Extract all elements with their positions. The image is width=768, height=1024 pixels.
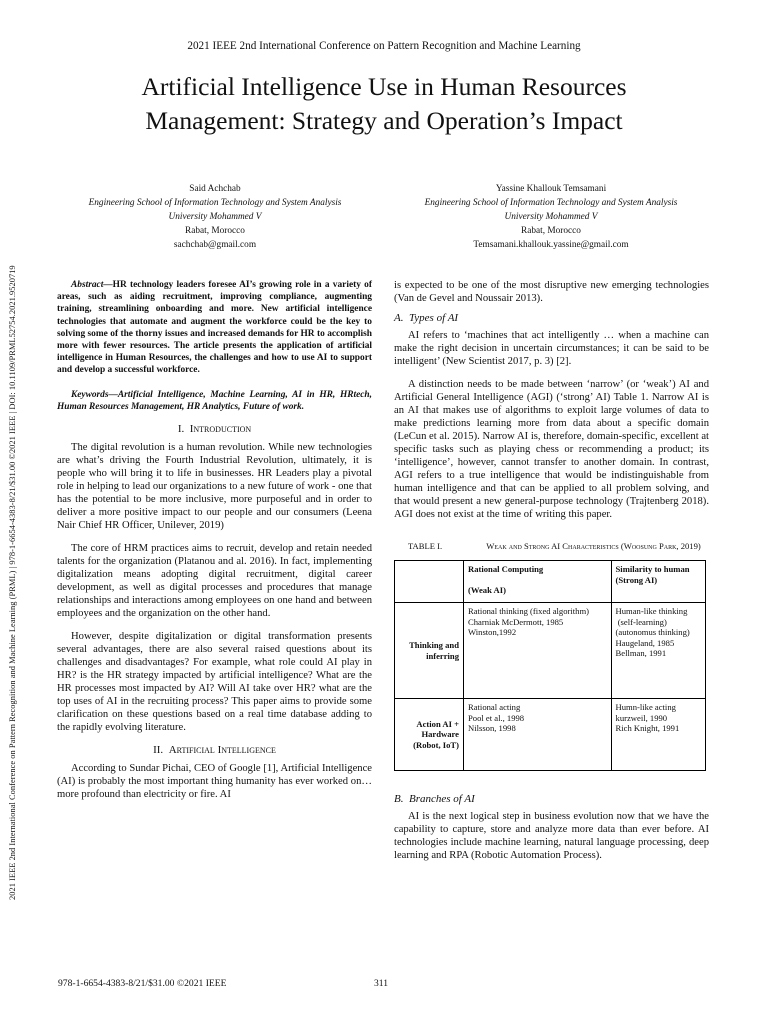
table-header-row [395,561,706,603]
paragraph: AI refers to ‘machines that act intelligently … when a machine can make the right decision in uncertain circumstances; it can be said to be intelligent’ (New Scientist 2017, p. 3) [2]. [394,330,709,367]
paper-title [40,70,728,138]
ai-characteristics-table [394,560,706,771]
paragraph: The core of HRM practices aims to recruit, develop and retain needed talents for the organization (Platanou and al. 2016). In fact, implementing digitalization means adopting digital recruitment, digital career development, as well as digital processes and procedures that manage relationships and interactions among employees on one hand and between employees and the organization on the other hand. [57,543,372,620]
table-cell: Rational acting Pool et al., 1998 Nilsson, 1998 [464,699,612,771]
author-email[interactable]: sachchab@gmail.com [173,240,257,250]
title-line-1: Artificial Intelligence Use in Human Resources [141,72,627,101]
author-name: Said Achchab [189,184,241,194]
table-cell: Human-like thinking (self-learning) (autonomus thinking) Haugeland, 1985 Bellman, 1991 [611,603,705,699]
page-number: 311 [374,978,389,989]
footer-copyright: 978-1-6654-4383-8/21/$31.00 ©2021 IEEE [58,978,227,989]
author-location: Rabat, Morocco [521,226,581,236]
section-heading-artificial-intelligence [57,744,372,757]
paragraph: A distinction needs to be made between ‘narrow’ (or ‘weak’) AI and Artificial General Intelligence (AGI) (‘strong’ AI) Table 1. Narrow AI is an AI that makes use of algorithms to exploit large volumes of data to make predictions learning more from data about a specific domain (LeCun et al. 2015). Narrow AI is, therefore, domain-specific, excellent at specific tasks such as playing chess or recommending a product; its ‘intelligence’, however, cannot transfer to another domain. In contrast, AGI refers to a true intelligence that would be indistinguishable from human intelligence and that can be applied to all problem solving, and that would present a new general-purpose technology (Trajtenberg 2018). AGI does not exist at the time of writing this paper. [394,379,709,520]
table-number: TABLE I. [408,541,443,551]
author-name: Yassine Khallouk Temsamani [495,184,607,194]
side-margin-note: 2021 IEEE 2nd International Conference on Pattern Recognition and Machine Learning (PRML) | 978-1-6654-4383-8/21/$31.00 ©2021 IEEE | DOI: 10.1109/PRML52754.2021.9520719 [8,265,17,900]
paragraph: However, despite digitalization or digital transformation presents several advantages, there are also several raised questions about its challenges and disadvantages? For example, what role could AI play in HR? is the HR strategy impacted by artificial intelligence? What are the HR processes most impacted by AI? Will AI take over HR? what are the top uses of AI in the recruiting process? This paper aims to provide some clarification on these questions based on a real time database adding to the rapidly evolving literature. [57,631,372,734]
author-affiliation: Engineering School of Information Technology and System Analysis [88,198,342,208]
paragraph-continued: is expected to be one of the most disruptive new emerging technologies (Van de Gevel and Noussair 2013). [394,280,709,304]
paragraph: The digital revolution is a human revolution. While new technologies are what’s driving the Fourth Industrial Revolution, ultimately, it is people who will bring it to life in businesses. HR Leaders play a pivotal role in helping to lead our organizations to a new future of work - one that has the potential to be more inclusive, more purposeful and in order to deliver a more positive impact to our people and our consumers (Leena Nair Chief HR Officer, Unilever, 2019) [57,442,372,532]
section-number: II. [153,744,164,757]
right-column [394,279,709,862]
left-column [57,279,372,801]
table-row [395,699,706,771]
section-number: I. [177,423,185,436]
table-row-header: Action AI + Hardware (Robot, IoT) [395,699,464,771]
abstract [57,279,372,377]
subsection-heading-branches-of-ai [394,793,709,806]
table-row [395,603,706,699]
author-block [386,182,716,252]
subsection-title: Types of AI [408,312,459,324]
author-location: Rabat, Morocco [185,226,245,236]
subsection-title: Branches of AI [408,793,475,805]
table-cell: Humn-like acting kurzweil, 1990 Rich Knight, 1991 [611,699,705,771]
paragraph: AI is the next logical step in business evolution now that we have the capability to capture, store and analyze more data than ever before. AI technologies include machine learning, natural language processing, deep learning and RPA (Robotic Automation Process). [394,811,709,861]
paragraph: According to Sundar Pichai, CEO of Google [1], Artificial Intelligence (AI) is probably the most important thing humanity has ever worked on… more profound than electricity or fire. AI [57,763,372,801]
table-header-cell [395,561,464,603]
table-caption [394,541,709,552]
table-row-header: Thinking and inferring [395,603,464,699]
author-university: University Mohammed V [504,212,598,222]
subsection-heading-types-of-ai [394,312,709,325]
conference-header: 2021 IEEE 2nd International Conference on Pattern Recognition and Machine Learning [187,40,581,52]
section-title: Introduction [189,423,252,436]
subsection-number: B. [394,793,404,805]
abstract-lead: Abstract [71,280,104,290]
author-affiliation: Engineering School of Information Technology and System Analysis [424,198,678,208]
author-email[interactable]: Temsamani.khallouk.yassine@gmail.com [473,240,629,250]
keywords: Keywords—Artificial Intelligence, Machine Learning, AI in HR, HRtech, Human Resources Management, HR Analytics, Future of work. [57,389,372,412]
section-heading-introduction [57,423,372,436]
title-line-2: Management: Strategy and Operation’s Impact [145,106,623,135]
table-caption-text: Weak and Strong AI Characteristics (Woosung Park, 2019) [486,541,701,551]
table-header-cell: Similarity to human (Strong AI) [611,561,705,603]
author-block [50,182,380,252]
table-header-cell: Rational Computing (Weak AI) [464,561,612,603]
abstract-text: —HR technology leaders foresee AI’s growing role in a variety of areas, such as aiding recruitment, improving compliance, augmenting training, streamlining onboarding and more. New artificial intelligence technologies that automate and augment the workforce could be the key to solving some of the thorny issues and increased demands for HR to accomplish more with fewer resources. The article presents the application of artificial intelligence in Human Resources, the challenges and how to use AI to support and develop a successful workforce. [57,280,372,376]
subsection-number: A. [394,312,404,324]
section-title: Artificial Intelligence [168,744,276,757]
author-university: University Mohammed V [168,212,262,222]
table-cell: Rational thinking (fixed algorithm) Charniak McDermott, 1985 Winston,1992 [464,603,612,699]
